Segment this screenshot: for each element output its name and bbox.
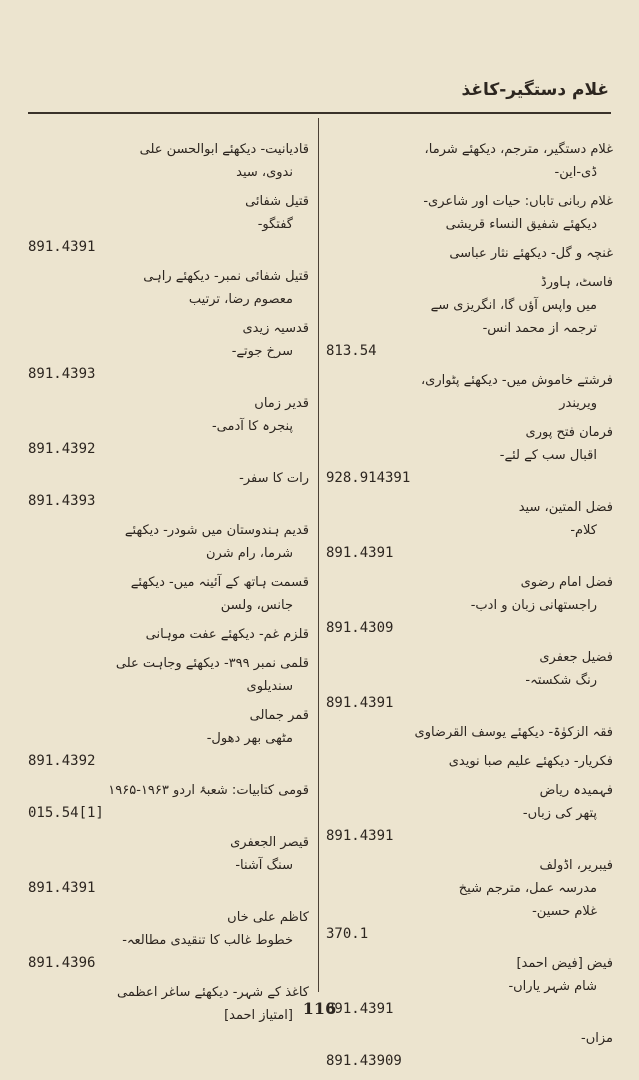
entry-heading: فاسٹ، ہاورڈ — [540, 275, 613, 290]
catalog-entry — [326, 779, 613, 848]
catalog-entry — [28, 265, 309, 311]
catalog-entry — [28, 467, 309, 513]
entry-subline: دیکھئے شفیق النساء قریشی — [445, 217, 597, 232]
call-number: 891.43909 — [326, 1053, 402, 1069]
call-number: 891.4309 — [326, 620, 394, 636]
catalog-entry — [28, 317, 309, 386]
catalog-entry — [28, 392, 309, 461]
call-number: 891.4391 — [28, 239, 96, 255]
entry-heading: فضل امام رضوی — [520, 575, 613, 590]
call-number: 891.4393 — [28, 493, 96, 509]
catalog-entry — [326, 138, 613, 184]
catalog-entry — [28, 831, 309, 900]
call-number: 891.4391 — [28, 880, 96, 896]
catalog-entry — [28, 190, 309, 259]
entry-heading: قدسیہ زیدی — [242, 321, 309, 336]
entry-heading: قمر جمالی — [249, 708, 309, 723]
catalog-entry — [326, 571, 613, 640]
entry-subline: ترجمہ از محمد انس- — [482, 321, 597, 336]
entry-heading: فضل المتین، سید — [518, 500, 613, 515]
call-number: 891.4391 — [326, 545, 394, 561]
entry-subline: سرخ جوتے- — [231, 344, 293, 359]
entry-subline: سندیلوی — [246, 679, 293, 694]
call-number: 015.54[1] — [28, 805, 104, 821]
entry-heading: فیبریر، اڈولف — [539, 858, 613, 873]
catalog-entry — [28, 704, 309, 773]
entry-subline: سنگ آشنا- — [235, 858, 293, 873]
entry-heading: فکریار- دیکھئے علیم صبا نویدی — [448, 754, 613, 769]
call-number: 891.4393 — [28, 366, 96, 382]
call-number: 891.4396 — [28, 955, 96, 971]
catalog-entry — [28, 623, 309, 646]
entry-heading: قلزم غم- دیکھئے عفت موہانی — [145, 627, 309, 642]
entry-subline: ندوی، سید — [236, 165, 293, 180]
entry-heading: مزاں- — [581, 1031, 613, 1046]
entry-subline: مٹھی بھر دھول- — [206, 731, 293, 746]
call-number: 813.54 — [326, 343, 377, 359]
entry-heading: قسمت ہاتھ کے آئینہ میں- دیکھئے — [130, 575, 309, 590]
entry-heading: فرشتے خاموش میں- دیکھئے پٹواری، — [420, 373, 613, 388]
call-number: 891.4392 — [28, 441, 96, 457]
left-column — [28, 138, 309, 1033]
entry-subline: مدرسہ عمل، مترجم شیخ — [458, 881, 597, 896]
catalog-entry — [326, 496, 613, 565]
entry-heading: قلمی نمبر ۳۹۹- دیکھئے وجاہت علی — [115, 656, 309, 671]
catalog-entry — [326, 646, 613, 715]
catalog-entry — [326, 242, 613, 265]
entry-heading: فہمیدہ ریاض — [539, 783, 613, 798]
entry-heading: قدیر زماں — [254, 396, 309, 411]
catalog-entry — [28, 779, 309, 825]
header-rule — [28, 112, 611, 114]
entry-subline: شرما، رام شرن — [205, 546, 293, 561]
catalog-entry — [326, 421, 613, 490]
entry-subline: شام شہر یاراں- — [508, 979, 597, 994]
catalog-entry — [326, 721, 613, 744]
call-number: 891.4391 — [326, 1001, 394, 1017]
call-number: 891.4391 — [326, 828, 394, 844]
entry-subline: راجستھانی زبان و ادب- — [470, 598, 597, 613]
entry-heading: غلام ربانی تاباں: حیات اور شاعری- — [423, 194, 613, 209]
entry-subline: ویریندر — [559, 396, 597, 411]
entry-heading: فقہ الزکوٰۃ- دیکھئے یوسف القرضاوی — [414, 725, 613, 740]
entry-heading: کاظم علی خاں — [227, 910, 309, 925]
entry-heading: قتیل شفائی — [245, 194, 309, 209]
call-number: 891.4392 — [28, 753, 96, 769]
catalog-entry — [28, 519, 309, 565]
entry-heading: قیصر الجعفری — [230, 835, 309, 850]
entry-heading: فرمان فتح پوری — [525, 425, 613, 440]
entry-subline: غلام حسین- — [532, 904, 597, 919]
entry-subline: پتھر کی زباں- — [522, 806, 597, 821]
entry-heading: قادیانیت- دیکھئے ابوالحسن علی — [139, 142, 309, 157]
catalog-entry — [28, 571, 309, 617]
right-column — [326, 138, 613, 1079]
catalog-entry — [28, 138, 309, 184]
catalog-entry — [28, 652, 309, 698]
entry-subline: کلام- — [570, 523, 597, 538]
call-number: 370.1 — [326, 926, 369, 942]
catalog-entry — [326, 1027, 613, 1073]
entry-subline: جانس، ولسن — [220, 598, 293, 613]
entry-subline: ڈی-این- — [554, 165, 597, 180]
entry-heading: غنچہ و گل- دیکھئے نثار عباسی — [449, 246, 613, 261]
catalog-entry — [28, 906, 309, 975]
entry-subline: معصوم رضا، ترتیب — [188, 292, 293, 307]
entry-subline: [امتیاز احمد] — [224, 1008, 293, 1023]
entry-heading: کاغذ کے شہر- دیکھئے ساغر اعظمی — [117, 985, 309, 1000]
page-number: 116 — [302, 999, 337, 1018]
entry-heading: غلام دستگیر، مترجم، دیکھئے شرما، — [424, 142, 613, 157]
catalog-entry — [326, 190, 613, 236]
entry-heading: رات کا سفر- — [239, 471, 309, 486]
catalog-entry — [326, 854, 613, 946]
call-number: 891.4391 — [326, 695, 394, 711]
entry-heading: فضیل جعفری — [539, 650, 613, 665]
entry-subline: خطوط غالب کا تنقیدی مطالعہ- — [122, 933, 293, 948]
entry-subline: اقبال سب کے لئے- — [499, 448, 597, 463]
entry-subline: میں واپس آؤں گا، انگریزی سے — [430, 298, 597, 313]
entry-subline: گفتگو- — [257, 217, 293, 232]
catalog-entry — [326, 369, 613, 415]
running-header: غلام دستگیر-کاغذ — [461, 80, 609, 100]
catalog-entry — [326, 271, 613, 363]
entry-heading: فیض [فیض احمد] — [516, 956, 613, 971]
catalog-entry — [326, 750, 613, 773]
entry-heading: قومی کتابیات: شعبۂ اردو ۱۹۶۳-۱۹۶۵ — [108, 783, 309, 798]
column-divider — [318, 118, 319, 992]
entry-heading: قتیل شفائی نمبر- دیکھئے راہی — [143, 269, 309, 284]
entry-subline: پنجرہ کا آدمی- — [211, 419, 293, 434]
call-number: 928.914391 — [326, 470, 411, 486]
entry-heading: قدیم ہندوستان میں شودر- دیکھئے — [124, 523, 309, 538]
entry-subline: رنگ شکستہ- — [525, 673, 597, 688]
